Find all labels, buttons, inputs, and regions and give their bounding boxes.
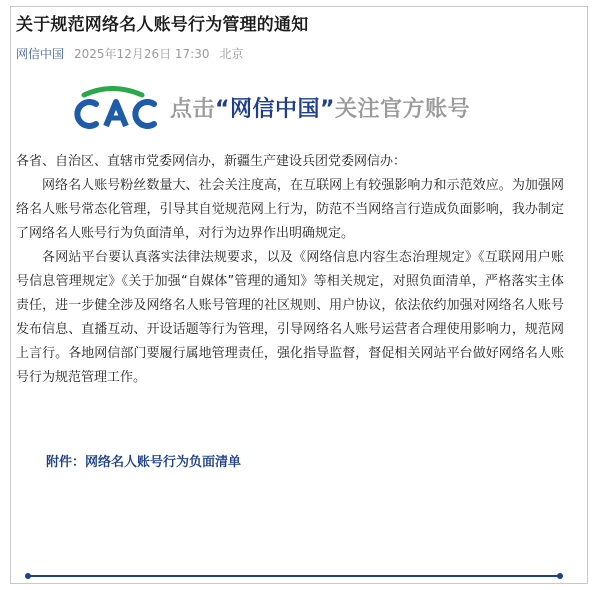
- follow-banner[interactable]: [68, 86, 518, 132]
- slogan-highlight: “网信中国”: [215, 97, 335, 122]
- banner-slogan: [170, 92, 470, 123]
- article-title: 关于规范网络名人账号行为管理的通知: [16, 15, 309, 35]
- source-link[interactable]: 网信中国: [16, 47, 65, 61]
- slogan-suffix: 关注官方账号: [334, 97, 470, 122]
- divider-dot-left: [25, 573, 31, 579]
- article-meta: [16, 45, 244, 62]
- publish-time: 2025年12月26日 17:30: [74, 47, 210, 61]
- publish-location: 北京: [219, 47, 244, 61]
- article-body: [16, 150, 564, 390]
- salutation: 各省、自治区、直辖市党委网信办，新疆生产建设兵团党委网信办：: [16, 154, 407, 169]
- divider-dot-right: [557, 573, 563, 579]
- attachment-link[interactable]: 附件：网络名人账号行为负面清单: [46, 455, 242, 470]
- body-paragraph-2: 各网站平台要认真落实法律法规要求，以及《网络信息内容生态治理规定》《互联网用户账号信息管理规定》《关于加强“自媒体”管理的通知》等相关规定，对照负面清单，严格落实主体责任，进一步健全涉及网络名人账号管理的社区规则、用户协议，依法依约加强对网络名人账号发布信息、直播互动、开设话题等行为管理，引导网络名人账号运营者合理使用影响力，规范网上言行。各地网信部门要履行属地管理责任，强化指导监督，督促相关网站平台做好网络名人账号行为规范管理工作。: [16, 250, 564, 385]
- footer-divider: [28, 575, 560, 577]
- cac-logo-icon: [68, 86, 164, 132]
- slogan-prefix: 点击: [170, 97, 216, 122]
- body-paragraph-1: 网络名人账号粉丝数量大、社会关注度高，在互联网上有较强影响力和示范效应。为加强网络名人账号常态化管理，引导其自觉规范网上行为，防范不当网络言行造成负面影响，我办制定了网络名人账号行为负面清单，对行为边界作出明确规定。: [16, 178, 564, 241]
